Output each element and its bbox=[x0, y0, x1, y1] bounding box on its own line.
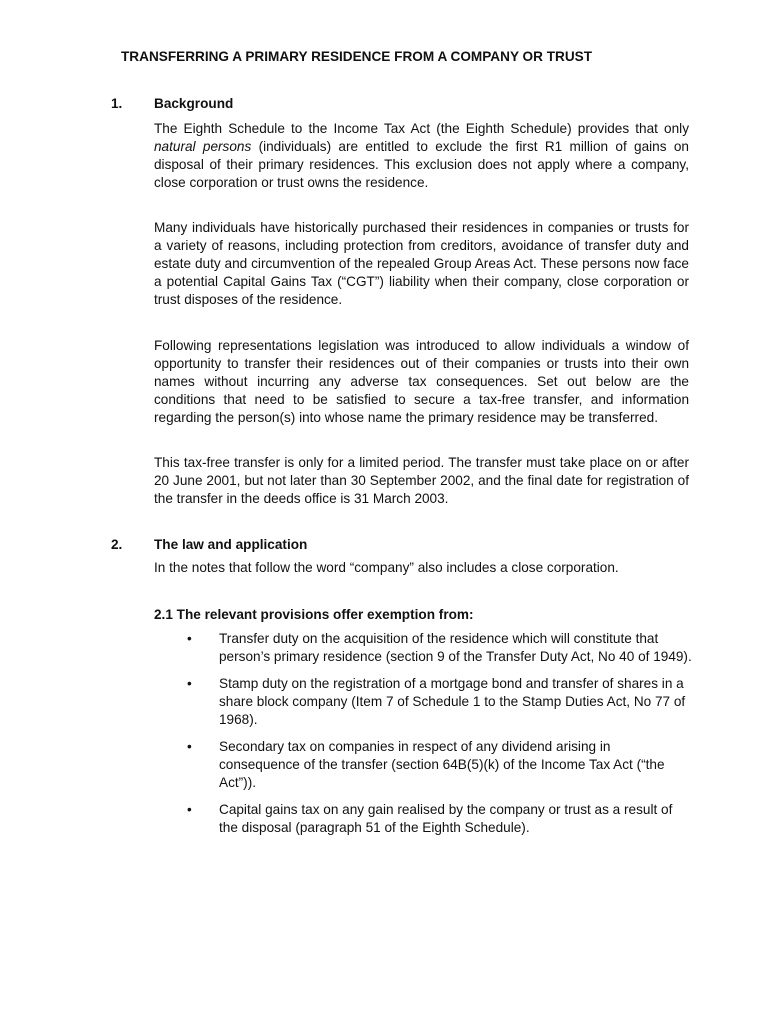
paragraph-text: The Eighth Schedule to the Income Tax Act (the Eighth Schedule) provides that only bbox=[154, 121, 689, 136]
bullet-icon: • bbox=[187, 802, 192, 817]
section-1-paragraph-4: This tax-free transfer is only for a limited period. The transfer must take place on or after 20 June 2001, but not later than 30 September 2002, and the final date for registration of the transfer in the deeds office is 31 March 2003. bbox=[154, 455, 689, 506]
bullet-icon: • bbox=[187, 676, 192, 691]
section-1-heading: Background bbox=[154, 96, 234, 111]
section-1-paragraph-2: Many individuals have historically purchased their residences in companies or trusts for a variety of reasons, including protection from creditors, avoidance of transfer duty and estate duty and circumvention of the repealed Group Areas Act. These persons now face a potential Capital Gains Tax (“CGT”) liability when their company, close corporation or trust disposes of the residence. bbox=[154, 220, 689, 307]
list-item bbox=[154, 801, 694, 837]
section-1-paragraph-3: Following representations legislation was introduced to allow individuals a window of opportunity to transfer their residences out of their companies or trusts into their own names without incurring any adverse tax consequences. Set out below are the conditions that need to be satisfied to secure a tax-free transfer, and information regarding the person(s) into whose name the primary residence may be transferred. bbox=[154, 338, 689, 425]
subsection-2-1-heading: 2.1 The relevant provisions offer exemption from: bbox=[154, 607, 474, 622]
emphasis-text: natural persons bbox=[154, 139, 252, 154]
section-2-number: 2. bbox=[111, 537, 123, 552]
bullet-icon: • bbox=[187, 739, 192, 754]
section-1-number: 1. bbox=[111, 96, 123, 111]
list-item-text: Transfer duty on the acquisition of the residence which will constitute that person’s primary residence (section 9 of the Transfer Duty Act, No 40 of 1949). bbox=[219, 631, 692, 664]
document-title: TRANSFERRING A PRIMARY RESIDENCE FROM A COMPANY OR TRUST bbox=[121, 49, 593, 64]
list-item bbox=[154, 738, 694, 792]
exemption-list bbox=[154, 630, 694, 846]
list-item bbox=[154, 675, 694, 729]
section-2-paragraph-1: In the notes that follow the word “company” also includes a close corporation. bbox=[154, 560, 619, 575]
list-item-text: Secondary tax on companies in respect of any dividend arising in consequence of the transfer (section 64B(5)(k) of the Income Tax Act (“the Act”)). bbox=[219, 739, 665, 790]
list-item-text: Capital gains tax on any gain realised by the company or trust as a result of the disposal (paragraph 51 of the Eighth Schedule). bbox=[219, 802, 673, 835]
section-2-heading: The law and application bbox=[154, 537, 308, 552]
paragraph-text: (individuals) are entitled to exclude the first R1 million of gains on disposal of their primary residences. This exclusion does not apply where a company, close corporation or trust owns the residence. bbox=[154, 139, 689, 190]
list-item bbox=[154, 630, 694, 666]
bullet-icon: • bbox=[187, 631, 192, 646]
section-1-paragraph-1 bbox=[154, 120, 689, 192]
list-item-text: Stamp duty on the registration of a mortgage bond and transfer of shares in a share block company (Item 7 of Schedule 1 to the Stamp Duties Act, No 77 of 1968). bbox=[219, 676, 686, 727]
